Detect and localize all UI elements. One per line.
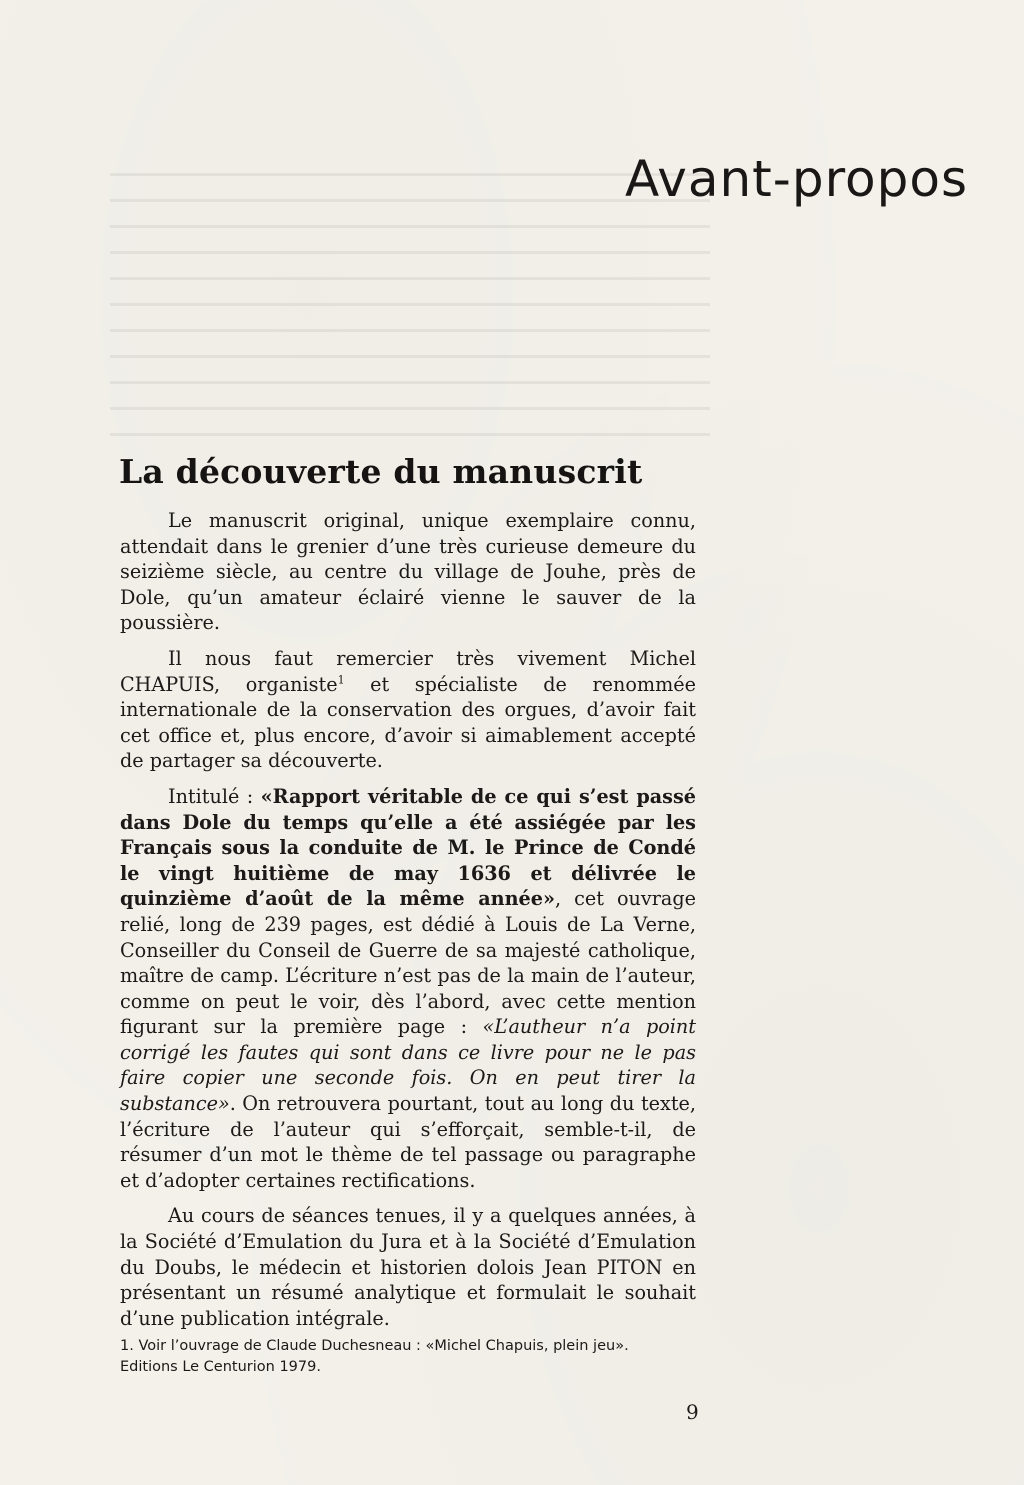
paragraph-2: [120, 646, 696, 774]
section-title: La découverte du manuscrit: [119, 452, 643, 491]
paragraph-2-text-b: et spécialiste de renommée internationale de la conservation des orgues, d’avoir fait cet office et, plus encore, d’avoir si aimablement accepté de partager sa découverte.: [120, 672, 696, 773]
page-number: 9: [686, 1400, 699, 1424]
footnote: [120, 1336, 710, 1378]
footnote-line-2: Editions Le Centurion 1979.: [120, 1359, 321, 1375]
show-through-texture: [110, 155, 710, 455]
body-text: [120, 508, 696, 1341]
paragraph-2-text-a: Il nous faut remercier très vivement Michel CHAPUIS, organiste: [120, 646, 696, 696]
paragraph-3-end: . On retrouvera pourtant, tout au long du texte, l’écriture de l’auteur qui s’efforçait, semble-t-il, de résumer d’un mot le thème de tel passage ou paragraphe et d’adopter certaines rectifications.: [120, 1092, 696, 1192]
paragraph-3-mid: , cet ouvrage relié, long de 239 pages, est dédié à Louis de La Verne, Conseiller du Conseil de Guerre de sa majesté catholique, maître de camp. L’écriture n’est pas de la main de l’auteur, comme on peut le voir, dès l’abord, avec cette mention figurant sur la première page :: [120, 887, 697, 1039]
paragraph-3: [120, 784, 696, 1194]
first-page-quote: «L’autheur n’a point corrigé les fautes qui sont dans ce livre pour ne le pas faire copier une seconde fois. On en peut tirer la substance»: [120, 1015, 696, 1116]
manuscript-title: «Rapport véritable de ce qui s’est passé dans Dole du temps qu’elle a été assiégée par les Français sous la conduite de M. le Prince de Condé le vingt huitième de may 1636 et délivrée le quinzième d’août de la même année»: [120, 784, 696, 911]
footnote-line-1: 1. Voir l’ouvrage de Claude Duchesneau : «Michel Chapuis, plein jeu».: [120, 1338, 629, 1354]
running-head: Avant-propos: [624, 150, 968, 208]
footnote-ref: 1: [337, 673, 345, 687]
paragraph-4: Au cours de séances tenues, il y a quelques années, à la Société d’Emulation du Jura et à la Société d’Emulation du Doubs, le médecin et historien dolois Jean PITON en présentant un résumé analytique et formulait le souhait d’une publication intégrale.: [120, 1204, 696, 1330]
paragraph-3-lead: Intitulé :: [168, 784, 261, 808]
paragraph-1: Le manuscrit original, unique exemplaire connu, attendait dans le grenier d’une très curieuse demeure du seizième siècle, au centre du village de Jouhe, près de Dole, qu’un amateur éclairé vienne le sauver de la poussière.: [120, 509, 696, 635]
